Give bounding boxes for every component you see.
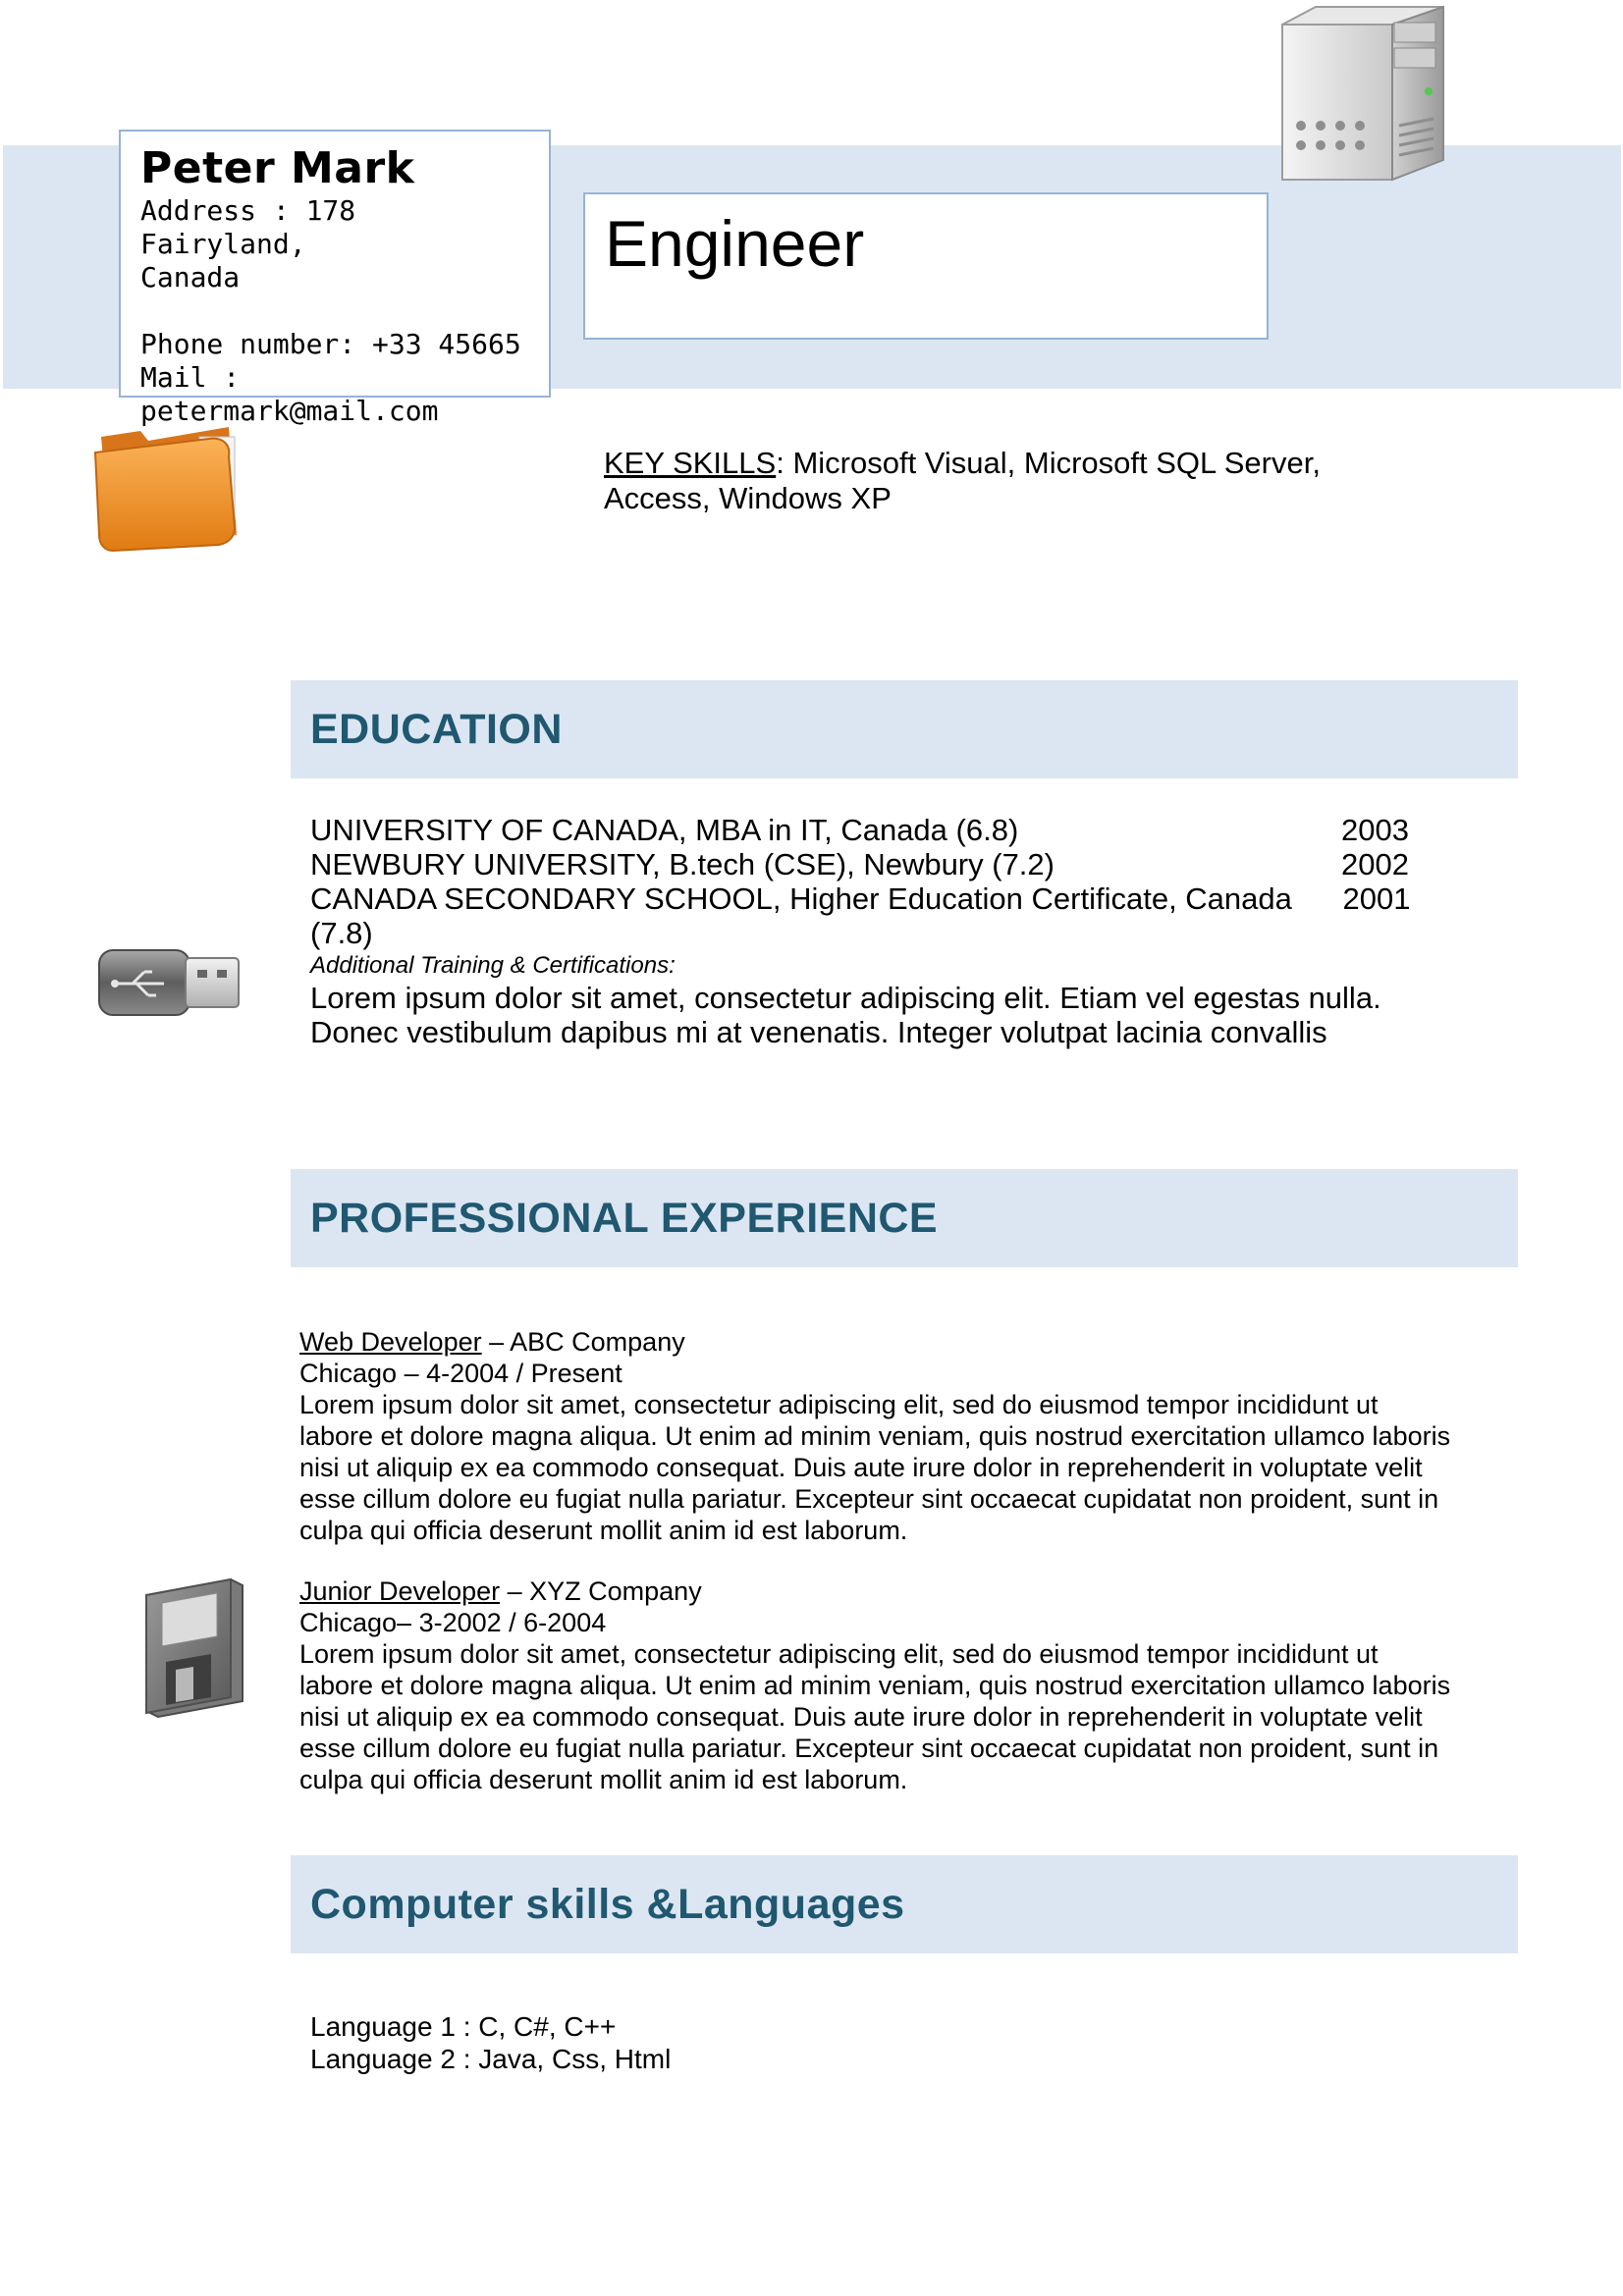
- skills-band: [291, 1855, 1518, 1953]
- folder-icon: [91, 417, 246, 553]
- job-location: Chicago– 3-2002 / 6-2004: [299, 1608, 607, 1637]
- certifications-line: Donec vestibulum dapibus mi at venenatis. Integer volutpat lacinia convallis: [310, 1015, 1327, 1049]
- certifications-line: Lorem ipsum dolor sit amet, consectetur adipiscing elit. Etiam vel egestas nulla.: [310, 981, 1381, 1015]
- contact-address-line1: Address : 178 Fairyland,: [140, 194, 356, 260]
- education-band: [291, 680, 1518, 778]
- education-entry-text: NEWBURY UNIVERSITY, B.tech (CSE), Newbury (7.2): [310, 847, 1055, 881]
- server-icon: [1276, 3, 1449, 186]
- job-role: Junior Developer: [299, 1576, 501, 1606]
- education-entry-year: 2003: [1341, 813, 1409, 847]
- key-skills: [604, 446, 1350, 516]
- contact-mail: Mail : petermark@mail.com: [140, 361, 439, 427]
- job-entry: [299, 1326, 1478, 1546]
- certifications-text: [310, 981, 1439, 1049]
- job-description-line: nisi ut aliquip ex ea commodo consequat. Duis aute irure dolor in reprehenderit in voluptate velit: [299, 1702, 1423, 1732]
- education-list: [310, 813, 1420, 950]
- contact-name: Peter Mark: [140, 143, 415, 193]
- certifications-label: Additional Training & Certifications:: [310, 952, 676, 979]
- experience-band: [291, 1169, 1518, 1267]
- contact-box: [119, 130, 551, 427]
- language-list: [310, 2010, 671, 2075]
- job-header: [299, 1575, 1478, 1607]
- usb-drive-icon: [95, 940, 243, 1023]
- job-description-line: esse cillum dolore eu fugiat nulla pariatur. Excepteur sint occaecat cupidatat non proident, sunt in: [299, 1734, 1439, 1763]
- job-role: Web Developer: [299, 1327, 482, 1357]
- skills-heading: Computer skills &Languages: [310, 1881, 905, 1928]
- education-entry-text: UNIVERSITY OF CANADA, MBA in IT, Canada (6.8): [310, 813, 1019, 847]
- language-item: Language 2 : Java, Css, Html: [310, 2044, 672, 2074]
- key-skills-line1: : Microsoft Visual, Microsoft SQL Server,: [776, 446, 1321, 480]
- contact-address-line2: Canada: [140, 261, 241, 294]
- job-description-line: nisi ut aliquip ex ea commodo consequat. Duis aute irure dolor in reprehenderit in voluptate velit: [299, 1453, 1423, 1482]
- key-skills-label: KEY SKILLS: [604, 446, 777, 480]
- education-entry: [310, 881, 1420, 950]
- education-entry-text: CANADA SECONDARY SCHOOL, Higher Education Certificate, Canada (7.8): [310, 881, 1292, 950]
- job-description-line: Lorem ipsum dolor sit amet, consectetur adipiscing elit, sed do eiusmod tempor incididunt ut: [299, 1639, 1379, 1669]
- contact-spacer: [140, 294, 529, 328]
- job-description-line: Lorem ipsum dolor sit amet, consectetur adipiscing elit, sed do eiusmod tempor incididunt ut: [299, 1390, 1379, 1419]
- job-company: – XYZ Company: [500, 1576, 702, 1606]
- education-entry: [310, 813, 1420, 847]
- education-entry-year: 2002: [1341, 847, 1409, 881]
- job-description-line: labore et dolore magna aliqua. Ut enim ad minim veniam, quis nostrud exercitation ullamco laboris: [299, 1421, 1451, 1451]
- job-description-line: esse cillum dolore eu fugiat nulla pariatur. Excepteur sint occaecat cupidatat non proident, sunt in: [299, 1484, 1439, 1514]
- job-title: Engineer: [605, 207, 865, 280]
- job-description-line: labore et dolore magna aliqua. Ut enim ad minim veniam, quis nostrud exercitation ullamco laboris: [299, 1671, 1451, 1700]
- job-description-line: culpa qui officia deserunt mollit anim id est laborum.: [299, 1516, 908, 1545]
- title-box: [583, 192, 1269, 340]
- floppy-disk-icon: [142, 1575, 246, 1719]
- job-header: [299, 1326, 1478, 1358]
- experience-heading: PROFESSIONAL EXPERIENCE: [310, 1195, 939, 1242]
- education-entry-year: 2001: [1342, 881, 1411, 916]
- job-company: – ABC Company: [481, 1327, 685, 1357]
- contact-phone: Phone number: +33 45665: [140, 328, 521, 360]
- language-item: Language 1 : C, C#, C++: [310, 2011, 617, 2042]
- education-entry: [310, 847, 1420, 881]
- job-description-line: culpa qui officia deserunt mollit anim id est laborum.: [299, 1765, 908, 1794]
- job-location: Chicago – 4-2004 / Present: [299, 1359, 622, 1388]
- key-skills-line2: Access, Windows XP: [604, 481, 892, 515]
- job-entry: [299, 1575, 1478, 1795]
- education-heading: EDUCATION: [310, 706, 563, 753]
